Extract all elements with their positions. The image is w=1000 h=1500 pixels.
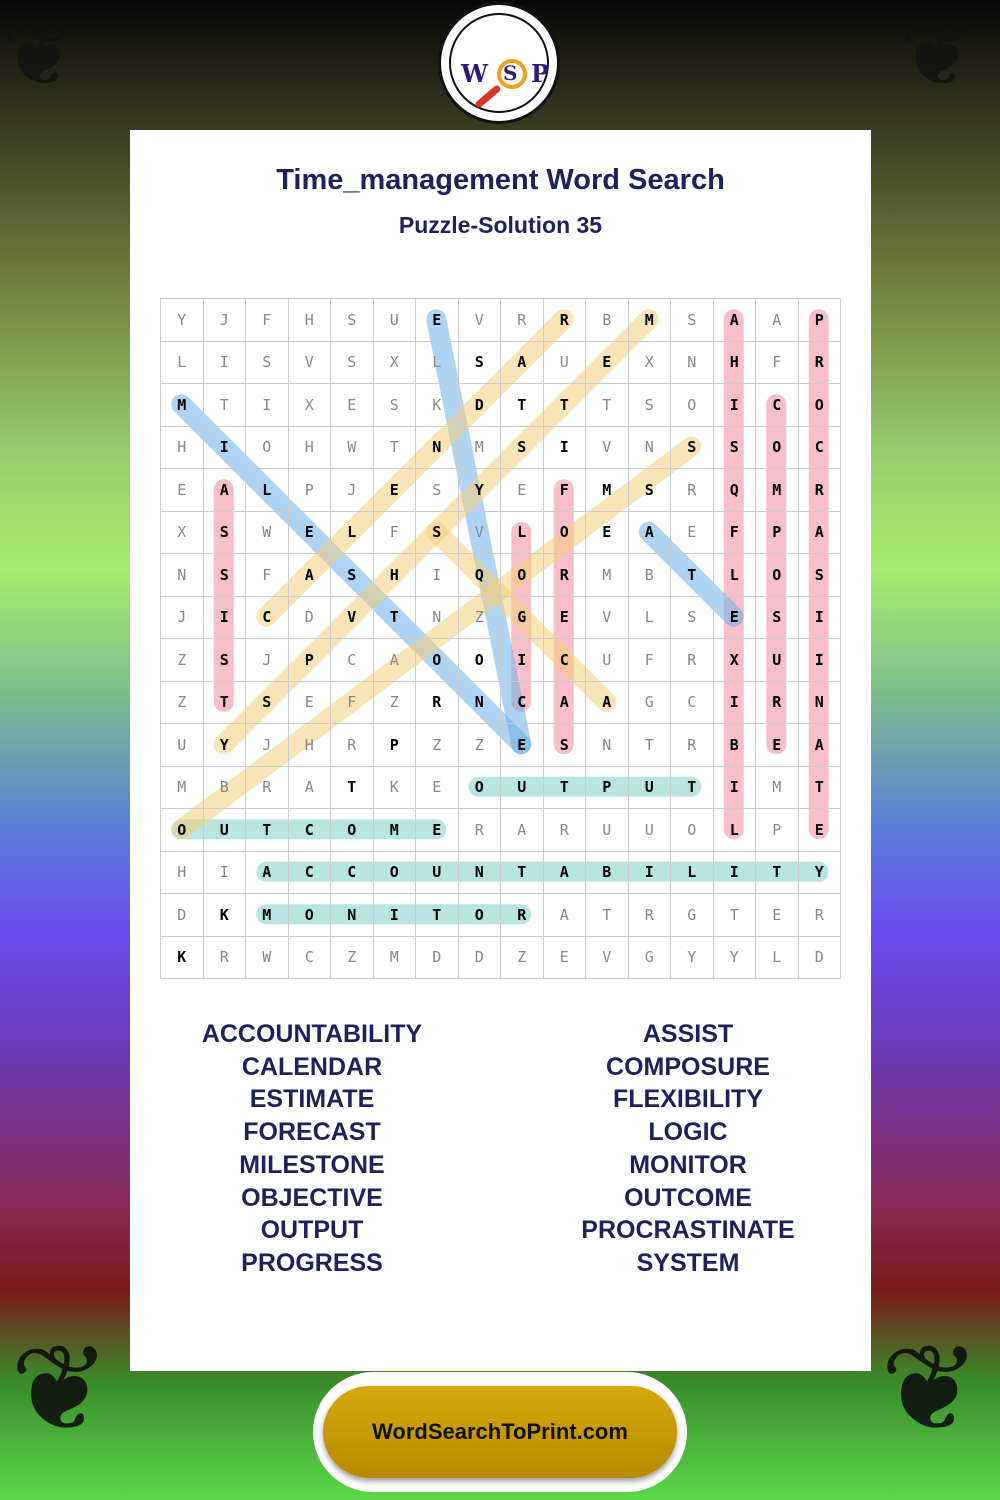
word-list-item: OBJECTIVE [241,1183,383,1212]
grid-cell[interactable]: K [204,894,247,937]
grid-cell[interactable]: O [416,639,459,682]
grid-cell[interactable]: P [289,639,332,682]
grid-cell[interactable]: S [501,427,544,470]
grid-cell[interactable]: I [246,384,289,427]
grid-cell[interactable]: G [629,937,672,980]
grid-cell[interactable]: N [416,427,459,470]
grid-cell[interactable]: C [544,639,587,682]
grid-cell[interactable]: B [586,299,629,342]
grid-cell[interactable]: S [671,427,714,470]
grid-cell[interactable]: E [756,724,799,767]
grid-cell[interactable]: I [544,427,587,470]
grid-cell[interactable]: P [756,512,799,555]
word-grid [160,298,840,978]
grid-cell[interactable]: R [544,809,587,852]
word-list-item: ACCOUNTABILITY [201,1020,423,1048]
grid-cell[interactable]: U [586,639,629,682]
grid-cell[interactable]: O [756,554,799,597]
logo-letter-s: S [503,61,518,85]
logo-letter-w: W [461,59,488,88]
grid-cell[interactable]: I [204,597,247,640]
grid-cell[interactable]: S [331,342,374,385]
grid-cell[interactable]: Q [459,554,502,597]
grid-cell[interactable]: T [586,384,629,427]
grid-cell[interactable]: S [204,512,247,555]
grid-cell[interactable]: A [501,809,544,852]
grid-cell[interactable]: M [161,767,204,810]
grid-cell[interactable]: H [161,427,204,470]
grid-cell[interactable]: O [459,639,502,682]
grid-cell[interactable]: E [586,342,629,385]
grid-cell[interactable]: Y [204,724,247,767]
word-list-right [508,1018,868,1280]
grid-cell[interactable]: E [799,809,842,852]
grid-cell[interactable]: E [756,894,799,937]
grid-cell[interactable]: O [459,767,502,810]
grid-cell[interactable]: U [586,809,629,852]
grid-cell[interactable]: L [714,809,757,852]
grid-cell[interactable]: E [416,299,459,342]
wsp-logo[interactable] [438,2,560,124]
grid-cell[interactable]: G [671,894,714,937]
grid-cell[interactable]: H [289,427,332,470]
grid-cell[interactable]: G [501,597,544,640]
grid-cell[interactable]: R [544,554,587,597]
grid-cell[interactable]: K [416,384,459,427]
grid-cell[interactable]: C [246,597,289,640]
grid-cell[interactable]: M [161,384,204,427]
grid-cell[interactable]: R [799,469,842,512]
word-list-item: PROGRESS [241,1248,383,1277]
grid-cell[interactable]: E [374,469,417,512]
word-list-item: COMPOSURE [606,1052,770,1081]
grid-cell[interactable]: T [246,809,289,852]
grid-cell[interactable]: C [671,682,714,725]
grid-cell[interactable]: M [459,427,502,470]
grid-cell[interactable]: A [799,724,842,767]
grid-cell[interactable]: I [714,682,757,725]
site-badge [313,1372,687,1492]
grid-cell[interactable]: F [246,299,289,342]
grid-cell[interactable]: K [374,767,417,810]
grid-cell[interactable]: E [416,767,459,810]
grid-cell[interactable]: I [204,852,247,895]
grid-cell[interactable]: E [714,597,757,640]
grid-cell[interactable]: N [459,852,502,895]
grid-cell[interactable]: A [586,682,629,725]
grid-cell[interactable]: T [374,597,417,640]
grid-cell[interactable]: O [289,894,332,937]
grid-cell[interactable]: S [544,724,587,767]
grid-cell[interactable]: Z [161,639,204,682]
grid-cell[interactable]: A [756,299,799,342]
grid-cell[interactable]: I [501,639,544,682]
logo-ring [449,13,549,113]
grid-cell[interactable]: B [204,767,247,810]
word-list-item: PROCRASTINATE [581,1216,795,1245]
grid-cell[interactable]: U [161,724,204,767]
grid-cell[interactable]: T [714,894,757,937]
grid-cell[interactable]: T [204,682,247,725]
grid-cell[interactable]: E [544,597,587,640]
grid-cell[interactable]: T [799,767,842,810]
grid-cell[interactable]: E [671,512,714,555]
grid-cell[interactable]: A [501,342,544,385]
grid-cell[interactable]: T [501,852,544,895]
grid-cell[interactable]: S [204,639,247,682]
grid-cell[interactable]: T [501,384,544,427]
grid-cell[interactable]: U [629,809,672,852]
grid-cell[interactable]: Z [331,937,374,980]
grid-cell[interactable]: C [799,427,842,470]
grid-cell[interactable]: L [756,937,799,980]
grid-cell[interactable]: W [331,427,374,470]
grid-cell[interactable]: M [246,894,289,937]
grid-cell[interactable]: R [629,894,672,937]
grid-cell[interactable]: D [459,937,502,980]
grid-cell[interactable]: E [289,682,332,725]
page-subtitle: Puzzle-Solution 35 [398,212,603,238]
grid-cell[interactable]: Z [459,724,502,767]
grid-cell[interactable]: J [161,597,204,640]
grid-cell[interactable]: T [586,894,629,937]
grid-cell[interactable]: E [289,512,332,555]
grid-cell[interactable]: N [799,682,842,725]
grid-cell[interactable]: U [629,767,672,810]
grid-cell[interactable]: U [544,342,587,385]
word-list-item: MONITOR [629,1150,747,1179]
grid-cell[interactable]: U [374,299,417,342]
grid-cell[interactable]: V [459,299,502,342]
grid-cell[interactable]: L [246,469,289,512]
grid-cell[interactable]: D [161,894,204,937]
grid-cell[interactable]: B [629,554,672,597]
grid-cell[interactable]: N [586,724,629,767]
grid-cell[interactable]: M [374,937,417,980]
grid-cell[interactable]: R [246,767,289,810]
grid-cell[interactable]: Z [374,682,417,725]
grid-cell[interactable]: I [204,427,247,470]
grid-cell[interactable]: P [586,767,629,810]
grid-cell[interactable]: A [544,682,587,725]
grid-cell[interactable]: S [416,512,459,555]
grid-cell[interactable]: S [756,597,799,640]
word-list-item: MILESTONE [239,1150,385,1179]
grid-cell[interactable]: I [629,852,672,895]
grid-cell[interactable]: V [586,427,629,470]
grid-cell[interactable]: E [331,384,374,427]
grid-cell[interactable]: I [799,639,842,682]
grid-cell[interactable]: A [629,512,672,555]
grid-cell[interactable]: I [374,894,417,937]
grid-cell[interactable]: S [629,469,672,512]
grid-cell[interactable]: S [799,554,842,597]
grid-cell[interactable]: J [246,724,289,767]
grid-cell[interactable]: F [331,682,374,725]
grid-cell[interactable]: I [416,554,459,597]
grid-cell[interactable]: P [289,469,332,512]
grid-cell[interactable]: P [799,299,842,342]
grid-cell[interactable]: X [289,384,332,427]
grid-cell[interactable]: U [204,809,247,852]
grid-cell[interactable]: F [374,512,417,555]
ornament-bottom-right: ❦ [880,1320,981,1459]
grid-cell[interactable]: E [501,469,544,512]
grid-cell[interactable]: X [374,342,417,385]
ornament-top-right: ❦ [900,2,976,107]
grid-cell[interactable]: I [204,342,247,385]
word-list-item: FLEXIBILITY [613,1085,763,1114]
grid-cell[interactable]: F [714,512,757,555]
grid-cell[interactable]: H [289,299,332,342]
grid-cell[interactable]: T [544,767,587,810]
grid-cell[interactable]: O [671,384,714,427]
grid-cell[interactable]: M [756,469,799,512]
grid-cell[interactable]: S [246,682,289,725]
grid-cell[interactable]: H [161,852,204,895]
grid-cell[interactable]: L [714,554,757,597]
grid-cell[interactable]: R [331,724,374,767]
grid-cell[interactable]: R [416,682,459,725]
grid-cell[interactable]: Y [671,937,714,980]
grid-cell[interactable]: S [246,342,289,385]
grid-cell[interactable]: N [629,427,672,470]
grid-cell[interactable]: C [289,937,332,980]
grid-cell[interactable]: A [799,512,842,555]
grid-cell[interactable]: U [416,852,459,895]
ornament-top-left: ❦ [2,2,78,107]
grid-cell[interactable]: R [501,299,544,342]
grid-cell[interactable]: Y [714,937,757,980]
grid-cell[interactable]: O [374,852,417,895]
grid-cell[interactable]: S [671,597,714,640]
grid-cell[interactable]: C [289,852,332,895]
grid-cell[interactable]: L [629,597,672,640]
grid-cell[interactable]: V [586,937,629,980]
grid-cell[interactable]: S [416,469,459,512]
grid-cell[interactable]: C [331,639,374,682]
grid-cell[interactable]: R [544,299,587,342]
grid-cell[interactable]: S [204,554,247,597]
grid-cell[interactable]: M [629,299,672,342]
grid-cell[interactable]: Z [501,937,544,980]
grid-cell[interactable]: R [756,682,799,725]
grid-cell[interactable]: B [714,724,757,767]
grid-cell[interactable]: A [374,639,417,682]
grid-cell[interactable]: T [331,767,374,810]
grid-cell[interactable]: R [799,342,842,385]
grid-cell[interactable]: V [459,512,502,555]
grid-cell[interactable]: H [374,554,417,597]
grid-cell[interactable]: I [799,597,842,640]
word-list-item: SYSTEM [636,1248,740,1277]
grid-cell[interactable]: Y [799,852,842,895]
word-list-item: ASSIST [642,1020,734,1048]
grid-cell[interactable]: N [161,554,204,597]
grid-cell[interactable]: M [756,767,799,810]
grid-cell[interactable]: P [756,809,799,852]
grid-cell[interactable]: M [374,809,417,852]
grid-cell[interactable]: F [756,342,799,385]
grid-cell[interactable]: T [671,554,714,597]
grid-cell[interactable]: V [586,597,629,640]
grid-cell[interactable]: D [459,384,502,427]
grid-cell[interactable]: R [501,894,544,937]
grid-cell[interactable]: Z [416,724,459,767]
grid-cell[interactable]: Y [161,299,204,342]
grid-cell[interactable]: L [416,342,459,385]
grid-cell[interactable]: E [416,809,459,852]
grid-cell[interactable]: O [671,809,714,852]
grid-cell[interactable]: R [671,639,714,682]
grid-cell[interactable]: Q [714,469,757,512]
word-list-item: FORECAST [243,1118,381,1147]
grid-cell[interactable]: N [331,894,374,937]
grid-cell[interactable]: S [671,299,714,342]
grid-cell[interactable]: H [289,724,332,767]
grid-cell[interactable]: C [289,809,332,852]
grid-cell[interactable]: A [714,299,757,342]
grid-cell[interactable]: C [756,384,799,427]
grid-cell[interactable]: O [246,427,289,470]
grid-cell[interactable]: E [161,469,204,512]
puzzle-card [130,130,871,1371]
grid-cell[interactable]: S [331,554,374,597]
grid-cell[interactable]: O [459,894,502,937]
grid-cell[interactable]: T [416,894,459,937]
grid-cell[interactable]: W [246,937,289,980]
grid-cell[interactable]: T [204,384,247,427]
grid-cell[interactable]: R [671,469,714,512]
grid-cell[interactable]: Z [459,597,502,640]
grid-cell[interactable]: O [544,512,587,555]
grid-cell[interactable]: A [544,852,587,895]
grid-cell[interactable]: Z [161,682,204,725]
grid-cell[interactable]: C [331,852,374,895]
grid-cell[interactable]: U [756,639,799,682]
grid-cell[interactable]: D [799,937,842,980]
site-link[interactable]: WordSearchToPrint.com [323,1386,677,1478]
grid-cell[interactable]: L [331,512,374,555]
grid-cell[interactable]: S [459,342,502,385]
grid-cell[interactable]: A [204,469,247,512]
grid-cell[interactable]: I [714,852,757,895]
letter-grid [160,298,840,978]
grid-cell[interactable]: U [501,767,544,810]
grid-cell[interactable]: K [161,937,204,980]
grid-cell[interactable]: F [544,469,587,512]
grid-cell[interactable]: F [246,554,289,597]
page-title: Time_management Word Search [276,164,725,196]
grid-cell[interactable]: D [416,937,459,980]
grid-cell[interactable]: R [799,894,842,937]
grid-cell[interactable]: T [629,724,672,767]
grid-cell[interactable]: E [586,512,629,555]
grid-cell[interactable]: N [671,342,714,385]
grid-cell[interactable]: B [586,852,629,895]
grid-cell[interactable]: H [714,342,757,385]
grid-cell[interactable]: O [799,384,842,427]
grid-cell[interactable]: F [629,639,672,682]
grid-cell[interactable]: J [204,299,247,342]
grid-cell[interactable]: M [586,554,629,597]
grid-cell[interactable]: I [714,767,757,810]
grid-cell[interactable]: A [246,852,289,895]
grid-cell[interactable]: A [289,767,332,810]
grid-cell[interactable]: R [204,937,247,980]
grid-cell[interactable]: W [246,512,289,555]
grid-cell[interactable]: E [544,937,587,980]
grid-cell[interactable]: S [331,299,374,342]
grid-cell[interactable]: O [756,427,799,470]
grid-cell[interactable]: R [671,724,714,767]
ornament-bottom-left: ❦ [10,1320,111,1459]
word-list-left [132,1018,492,1280]
grid-cell[interactable]: T [756,852,799,895]
grid-cell[interactable]: X [629,342,672,385]
grid-cell[interactable]: O [161,809,204,852]
logo-letter-p: P [531,59,550,88]
grid-cell[interactable]: G [629,682,672,725]
grid-cell[interactable]: X [161,512,204,555]
grid-cell[interactable]: O [331,809,374,852]
grid-cell[interactable]: S [714,427,757,470]
grid-cell[interactable]: S [629,384,672,427]
grid-cell[interactable]: D [289,597,332,640]
word-list-item: OUTCOME [624,1183,752,1212]
grid-cell[interactable]: J [246,639,289,682]
grid-cell[interactable]: Y [459,469,502,512]
grid-cell[interactable]: N [459,682,502,725]
grid-cell[interactable]: A [289,554,332,597]
word-list-item: LOGIC [648,1118,728,1147]
grid-cell[interactable]: T [544,384,587,427]
grid-cell[interactable]: L [671,852,714,895]
grid-cell[interactable]: L [161,342,204,385]
grid-cell[interactable]: L [501,512,544,555]
grid-cell[interactable]: M [586,469,629,512]
word-list-item: CALENDAR [241,1052,383,1081]
word-list-item: OUTPUT [260,1216,364,1245]
grid-cell[interactable]: T [374,427,417,470]
grid-cell[interactable]: N [416,597,459,640]
grid-cell[interactable]: X [714,639,757,682]
grid-cell[interactable]: J [331,469,374,512]
grid-cell[interactable]: P [374,724,417,767]
grid-cell[interactable]: A [544,894,587,937]
grid-cell[interactable]: E [501,724,544,767]
grid-cell[interactable]: V [331,597,374,640]
grid-cell[interactable]: I [714,384,757,427]
grid-cell[interactable]: S [374,384,417,427]
grid-cell[interactable]: V [289,342,332,385]
grid-cell[interactable]: O [501,554,544,597]
grid-cell[interactable]: C [501,682,544,725]
word-list-item: ESTIMATE [249,1085,375,1114]
grid-cell[interactable]: R [459,809,502,852]
grid-cell[interactable]: T [671,767,714,810]
